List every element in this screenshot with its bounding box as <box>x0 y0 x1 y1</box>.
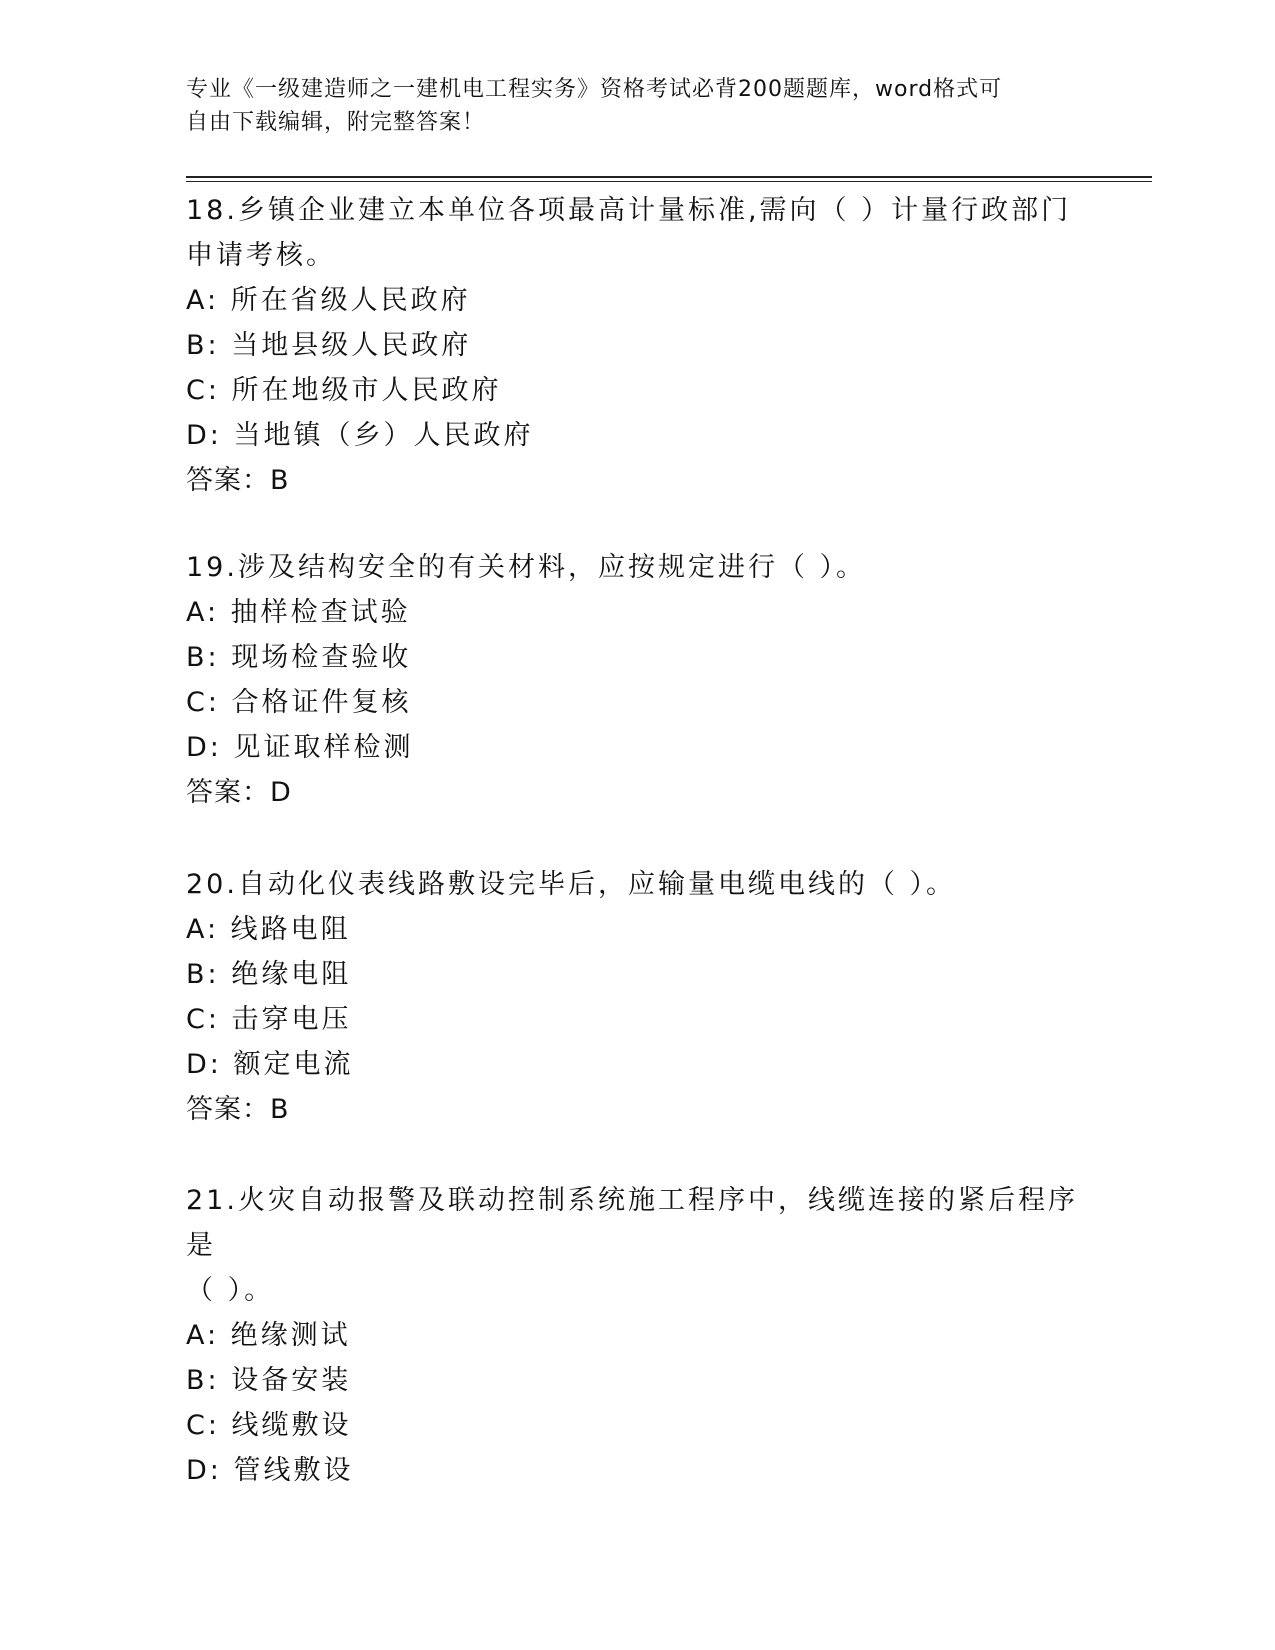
option-b: B: 设备安装 <box>186 1365 352 1396</box>
option-a: A: 线路电阻 <box>186 914 351 945</box>
option-b: B: 当地县级人民政府 <box>186 330 472 361</box>
option-c: C: 所在地级市人民政府 <box>186 375 502 406</box>
option-a: A: 绝缘测试 <box>186 1320 351 1351</box>
question-20 <box>186 862 1086 1132</box>
option-a: A: 所在省级人民政府 <box>186 285 471 316</box>
answer: 答案：B <box>186 1094 290 1125</box>
option-c: C: 合格证件复核 <box>186 687 412 718</box>
option-a: A: 抽样检查试验 <box>186 597 411 628</box>
question-stem-line: （ ）。 <box>186 1275 275 1306</box>
question-stem-line: 20.自动化仪表线路敷设完毕后，应输量电缆电线的（ ）。 <box>186 869 957 900</box>
option-b: B: 现场检查验收 <box>186 642 412 673</box>
header-rule-thick <box>186 176 1152 178</box>
option-d: D: 当地镇（乡）人民政府 <box>186 420 534 451</box>
header-line-1: 专业《一级建造师之一建机电工程实务》资格考试必背200题题库，word格式可 <box>186 77 1003 102</box>
option-d: D: 额定电流 <box>186 1049 354 1080</box>
option-c: C: 线缆敷设 <box>186 1410 352 1441</box>
option-c: C: 击穿电压 <box>186 1004 352 1035</box>
option-b: B: 绝缘电阻 <box>186 959 352 990</box>
header-line-2: 自由下载编辑，附完整答案！ <box>186 110 486 135</box>
question-stem-line: 19.涉及结构安全的有关材料，应按规定进行（ ）。 <box>186 552 867 583</box>
header-rule-thin <box>186 181 1152 182</box>
question-18 <box>186 188 1086 503</box>
option-d: D: 管线敷设 <box>186 1455 354 1486</box>
question-stem-line: 21.火灾自动报警及联动控制系统施工程序中，线缆连接的紧后程序是 <box>186 1185 1078 1261</box>
question-19 <box>186 545 1086 815</box>
question-21 <box>186 1178 1086 1493</box>
option-d: D: 见证取样检测 <box>186 732 414 763</box>
answer: 答案：D <box>186 777 292 808</box>
document-header <box>186 73 1066 139</box>
question-stem-line: 申请考核。 <box>186 240 336 271</box>
answer: 答案：B <box>186 465 290 496</box>
question-stem-line: 18.乡镇企业建立本单位各项最高计量标准,需向（ ）计量行政部门 <box>186 195 1072 226</box>
